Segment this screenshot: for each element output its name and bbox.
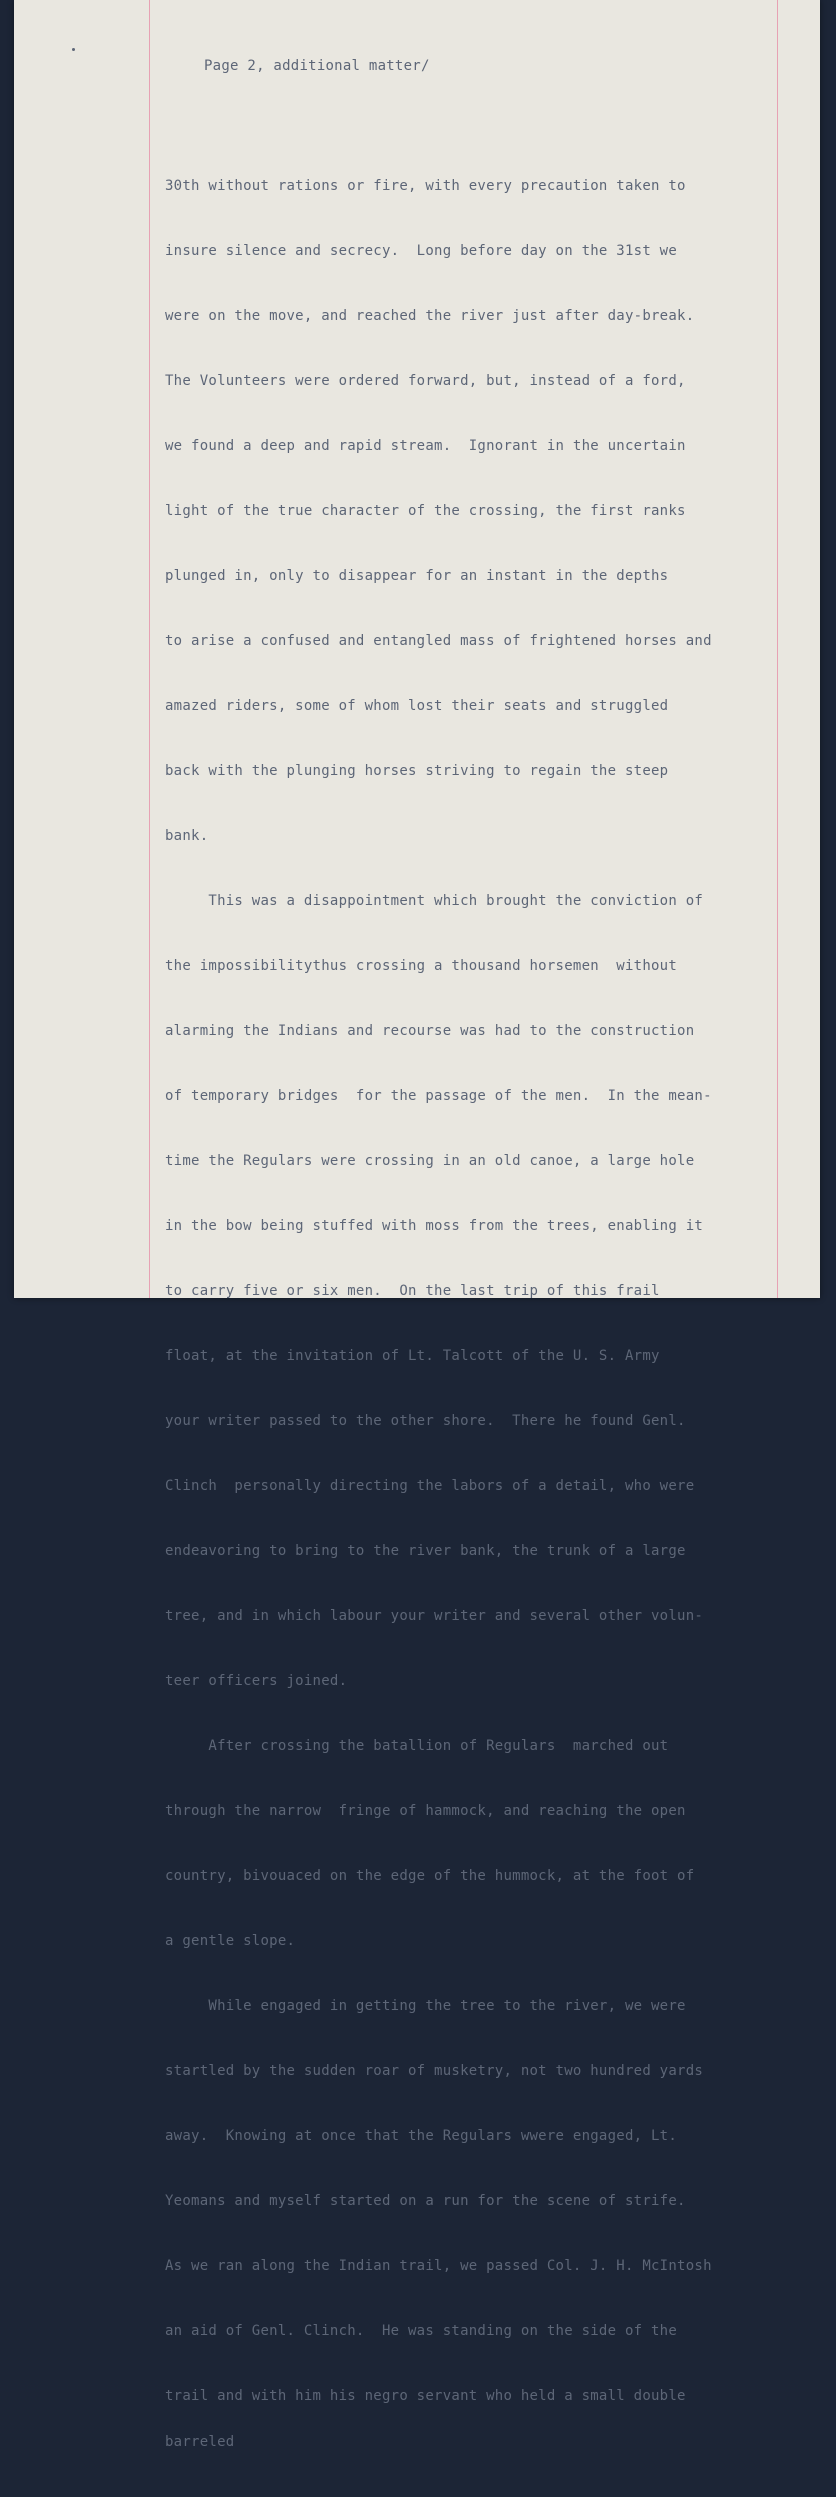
- text-line: As we ran along the Indian trail, we passed Col. J. H. McIntosh: [165, 2258, 712, 2274]
- text-line: This was a disappointment which brought the conviction of: [165, 893, 704, 909]
- text-line: teer officers joined.: [165, 1673, 348, 1689]
- text-line: we found a deep and rapid stream. Ignorant in the uncertain: [165, 438, 686, 454]
- text-line: bank.: [165, 828, 209, 844]
- text-line: 30th without rations or fire, with every precaution taken to: [165, 178, 686, 194]
- text-line: alarming the Indians and recourse was had to the construction: [165, 1023, 695, 1039]
- text-line: a gentle slope.: [165, 1933, 296, 1949]
- text-line: tree, and in which labour your writer and several other volun-: [165, 1608, 704, 1624]
- text-line: startled by the sudden roar of musketry, not two hundred yards: [165, 2063, 704, 2079]
- text-line: the impossibilitythus crossing a thousand horsemen without: [165, 958, 678, 974]
- text-line: were on the move, and reached the river just after day-break.: [165, 308, 695, 324]
- paper-speck: [72, 48, 75, 51]
- text-line: to carry five or six men. On the last trip of this frail: [165, 1283, 660, 1299]
- text-line: Yeomans and myself started on a run for the scene of strife.: [165, 2193, 686, 2209]
- text-line: plunged in, only to disappear for an instant in the depths: [165, 568, 669, 584]
- text-line: Clinch personally directing the labors of a detail, who were: [165, 1478, 695, 1494]
- typed-page: [14, 0, 820, 2450]
- text-line: country, bivouaced on the edge of the hummock, at the foot of: [165, 1868, 695, 1884]
- text-line: insure silence and secrecy. Long before day on the 31st we: [165, 243, 678, 259]
- text-line: After crossing the batallion of Regulars marched out: [165, 1738, 669, 1754]
- typed-text-body: [165, 144, 815, 2497]
- text-line: float, at the invitation of Lt. Talcott of the U. S. Army: [165, 1348, 660, 1364]
- text-line: away. Knowing at once that the Regulars wwere engaged, Lt.: [165, 2128, 678, 2144]
- text-line: amazed riders, some of whom lost their seats and struggled: [165, 698, 669, 714]
- text-line: trail and with him his negro servant who held a small double: [165, 2388, 686, 2404]
- text-line: light of the true character of the crossing, the first ranks: [165, 503, 686, 519]
- text-line: your writer passed to the other shore. There he found Genl.: [165, 1413, 686, 1429]
- text-line: an aid of Genl. Clinch. He was standing on the side of the: [165, 2323, 678, 2339]
- left-margin-rule: [149, 0, 150, 1298]
- text-line: to arise a confused and entangled mass of frightened horses and: [165, 633, 712, 649]
- text-line: While engaged in getting the tree to the river, we were: [165, 1998, 686, 2014]
- text-line: in the bow being stuffed with moss from the trees, enabling it: [165, 1218, 704, 1234]
- text-line: through the narrow fringe of hammock, and reaching the open: [165, 1803, 686, 1819]
- text-line: barreled: [165, 2434, 235, 2450]
- text-line: time the Regulars were crossing in an old canoe, a large hole: [165, 1153, 695, 1169]
- text-line: back with the plunging horses striving to regain the steep: [165, 763, 669, 779]
- text-line: The Volunteers were ordered forward, but, instead of a ford,: [165, 373, 686, 389]
- text-line: of temporary bridges for the passage of the men. In the mean-: [165, 1088, 712, 1104]
- text-line: endeavoring to bring to the river bank, the trunk of a large: [165, 1543, 686, 1559]
- page-header: Page 2, additional matter/: [204, 58, 430, 74]
